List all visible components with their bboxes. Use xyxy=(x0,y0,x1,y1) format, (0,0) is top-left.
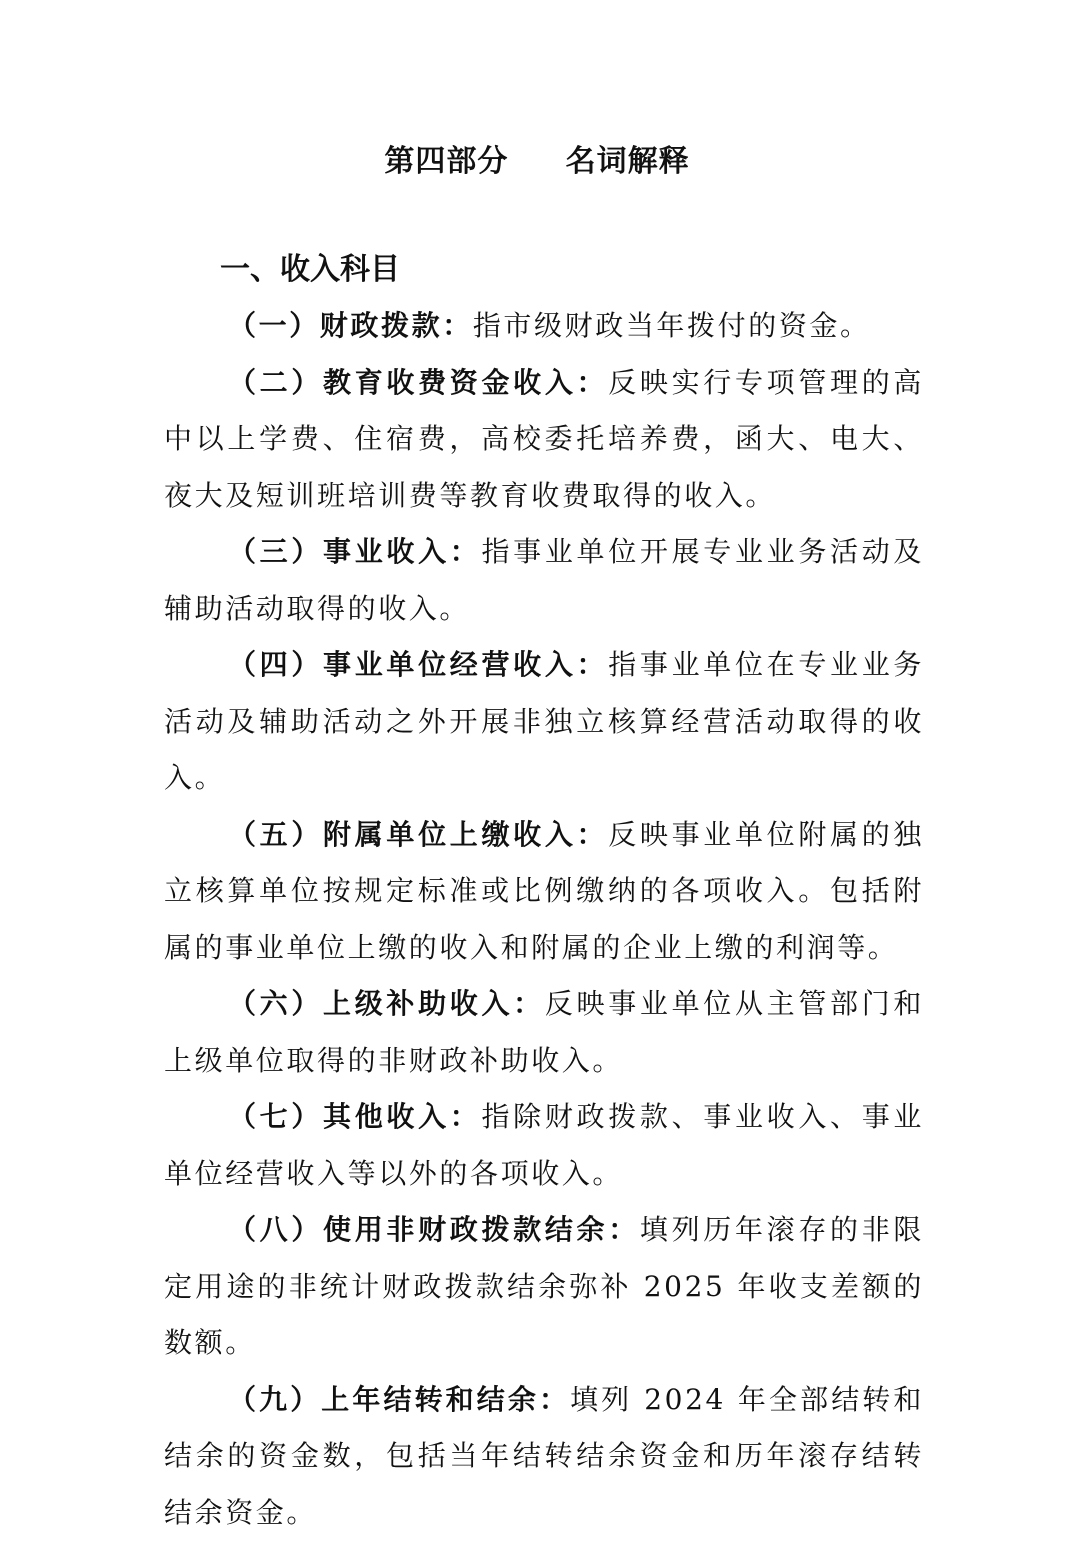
definition-term: （九）上年结转和结余： xyxy=(228,1383,570,1416)
definition-item xyxy=(164,1372,924,1541)
definition-item xyxy=(164,524,924,637)
definition-item xyxy=(164,355,924,525)
definition-item xyxy=(164,298,924,355)
definition-term: （五）附属单位上缴收入： xyxy=(228,818,608,851)
definition-term: （一）财政拨款： xyxy=(228,309,473,342)
definition-item xyxy=(164,807,924,977)
section-heading: 一、收入科目 xyxy=(220,248,400,292)
definition-text: 反映事业单位从主管部门和上级单位取得的非财政补助收入。 xyxy=(164,987,924,1077)
page-title: 第四部分 名词解释 xyxy=(0,140,1074,184)
definition-term: （二）教育收费资金收入： xyxy=(228,366,608,399)
definition-term: （八）使用非财政拨款结余： xyxy=(228,1213,640,1246)
definition-item xyxy=(164,637,924,807)
definition-item xyxy=(164,1089,924,1202)
definition-item xyxy=(164,1202,924,1372)
definition-text: 反映实行专项管理的高中以上学费、住宿费，高校委托培养费，函大、电大、夜大及短训班培训费等教育收费取得的收入。 xyxy=(164,366,924,512)
definition-term: （六）上级补助收入： xyxy=(228,987,545,1020)
definition-list xyxy=(164,298,924,1541)
definition-text: 指市级财政当年拨付的资金。 xyxy=(473,309,871,342)
definition-term: （三）事业收入： xyxy=(228,535,481,568)
definition-text: 指事业单位开展专业业务活动及辅助活动取得的收入。 xyxy=(164,535,924,625)
definition-text: 指事业单位在专业业务活动及辅助活动之外开展非独立核算经营活动取得的收入。 xyxy=(164,648,924,794)
definition-term: （四）事业单位经营收入： xyxy=(228,648,608,681)
definition-item xyxy=(164,976,924,1089)
definition-text: 反映事业单位附属的独立核算单位按规定标准或比例缴纳的各项收入。包括附属的事业单位上缴的收入和附属的企业上缴的利润等。 xyxy=(164,818,924,964)
definition-text: 填列 2024 年全部结转和结余的资金数，包括当年结转结余资金和历年滚存结转结余资金。 xyxy=(164,1383,924,1529)
definition-term: （七）其他收入： xyxy=(228,1100,481,1133)
definition-text: 填列历年滚存的非限定用途的非统计财政拨款结余弥补 2025 年收支差额的数额。 xyxy=(164,1213,924,1359)
definition-text: 指除财政拨款、事业收入、事业单位经营收入等以外的各项收入。 xyxy=(164,1100,924,1190)
